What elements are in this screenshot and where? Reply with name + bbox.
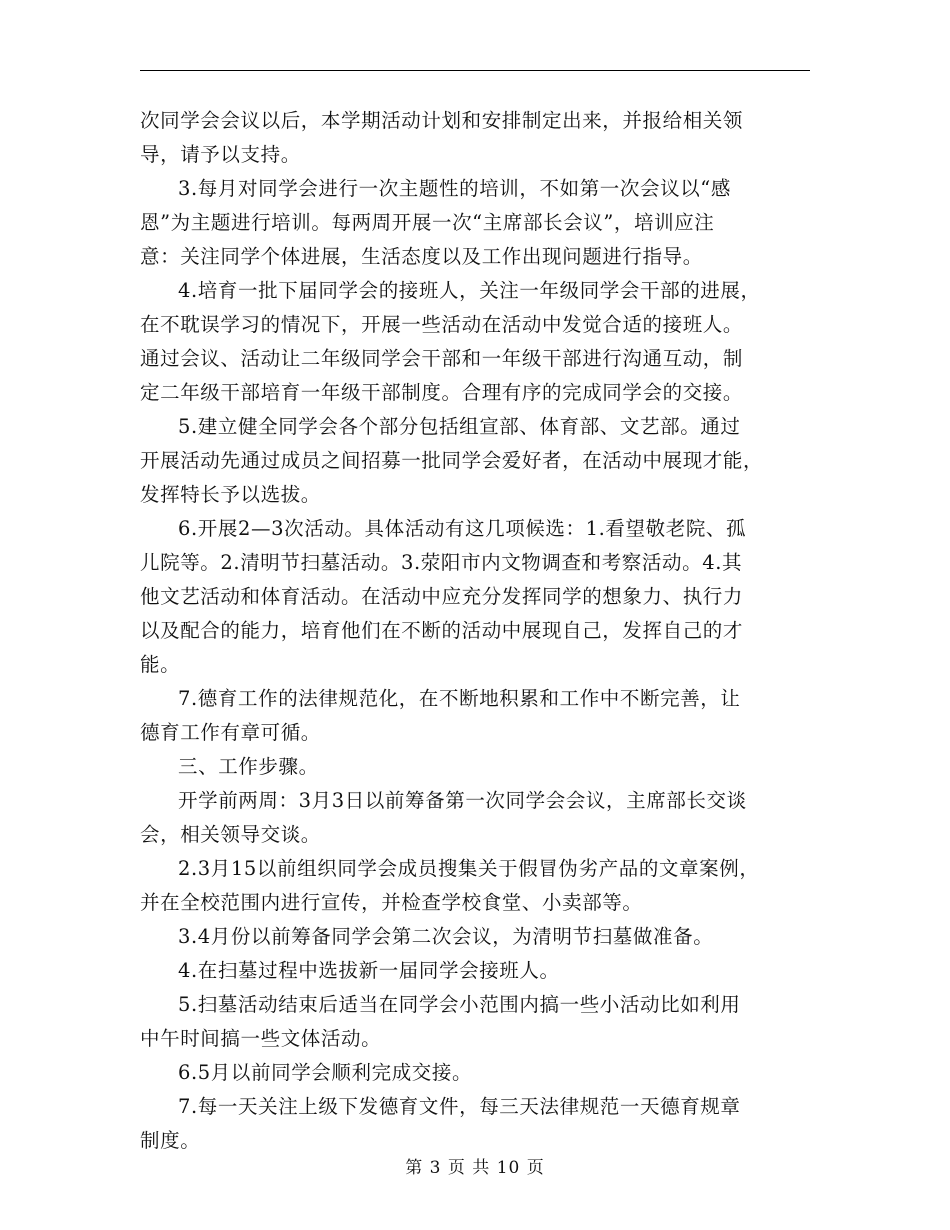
text-line: 6.开展2—3次活动。具体活动有这几项候选：1.看望敬老院、孤	[178, 517, 747, 540]
text-line: 三、工作步骤。	[178, 755, 319, 778]
text-line: 7.德育工作的法律规范化，在不断地积累和工作中不断完善，让	[178, 687, 741, 710]
text-line: 7.每一天关注上级下发德育文件，每三天法律规范一天德育规章	[178, 1095, 741, 1118]
text-line: 5.扫墓活动结束后适当在同学会小范围内搞一些小活动比如利用	[178, 993, 741, 1016]
text-line: 开学前两周：3月3日以前筹备第一次同学会会议，主席部长交谈	[178, 789, 747, 812]
text-line: 制度。	[140, 1129, 201, 1152]
text-line: 次同学会会议以后，本学期活动计划和安排制定出来，并报给相关领	[140, 109, 744, 132]
text-line: 2.3月15以前组织同学会成员搜集关于假冒伪劣产品的文章案例，	[178, 857, 760, 880]
text-line: 德育工作有章可循。	[140, 721, 321, 744]
header-rule	[140, 70, 810, 71]
text-line: 以及配合的能力，培育他们在不断的活动中展现自己，发挥自己的才	[140, 619, 744, 642]
page-number-footer: 第 3 页 共 10 页	[405, 1158, 545, 1178]
document-body	[140, 104, 810, 1158]
text-line: 恩”为主题进行培训。每两周开展一次“主席部长会议”，培训应注	[140, 211, 715, 234]
text-line: 开展活动先通过成员之间招募一批同学会爱好者，在活动中展现才能，	[140, 449, 764, 472]
text-line: 中午时间搞一些文体活动。	[140, 1027, 382, 1050]
text-line: 3.每月对同学会进行一次主题性的培训，不如第一次会议以“感	[178, 177, 731, 200]
text-line: 他文艺活动和体育活动。在活动中应充分发挥同学的想象力、执行力	[140, 585, 744, 608]
text-line: 6.5月以前同学会顺利完成交接。	[178, 1061, 473, 1084]
text-line: 儿院等。2.清明节扫墓活动。3.荥阳市内文物调查和考察活动。4.其	[140, 551, 743, 574]
text-line: 能。	[140, 653, 181, 676]
text-line: 定二年级干部培育一年级干部制度。合理有序的完成同学会的交接。	[140, 381, 744, 404]
text-line: 5.建立健全同学会各个部分包括组宣部、体育部、文艺部。通过	[178, 415, 741, 438]
text-line: 3.4月份以前筹备同学会第二次会议，为清明节扫墓做准备。	[178, 925, 714, 948]
text-line: 并在全校范围内进行宣传，并检查学校食堂、小卖部等。	[140, 891, 643, 914]
text-line: 4.在扫墓过程中选拔新一届同学会接班人。	[178, 959, 560, 982]
text-line: 会，相关领导交谈。	[140, 823, 321, 846]
text-line: 4.培育一批下届同学会的接班人，关注一年级同学会干部的进展，	[178, 279, 761, 302]
text-line: 发挥特长予以选拔。	[140, 483, 321, 506]
text-line: 在不耽误学习的情况下，开展一些活动在活动中发觉合适的接班人。	[140, 313, 744, 336]
text-line: 通过会议、活动让二年级同学会干部和一年级干部进行沟通互动，制	[140, 347, 744, 370]
text-line: 导，请予以支持。	[140, 143, 301, 166]
text-line: 意：关注同学个体进展，生活态度以及工作出现问题进行指导。	[140, 245, 703, 268]
